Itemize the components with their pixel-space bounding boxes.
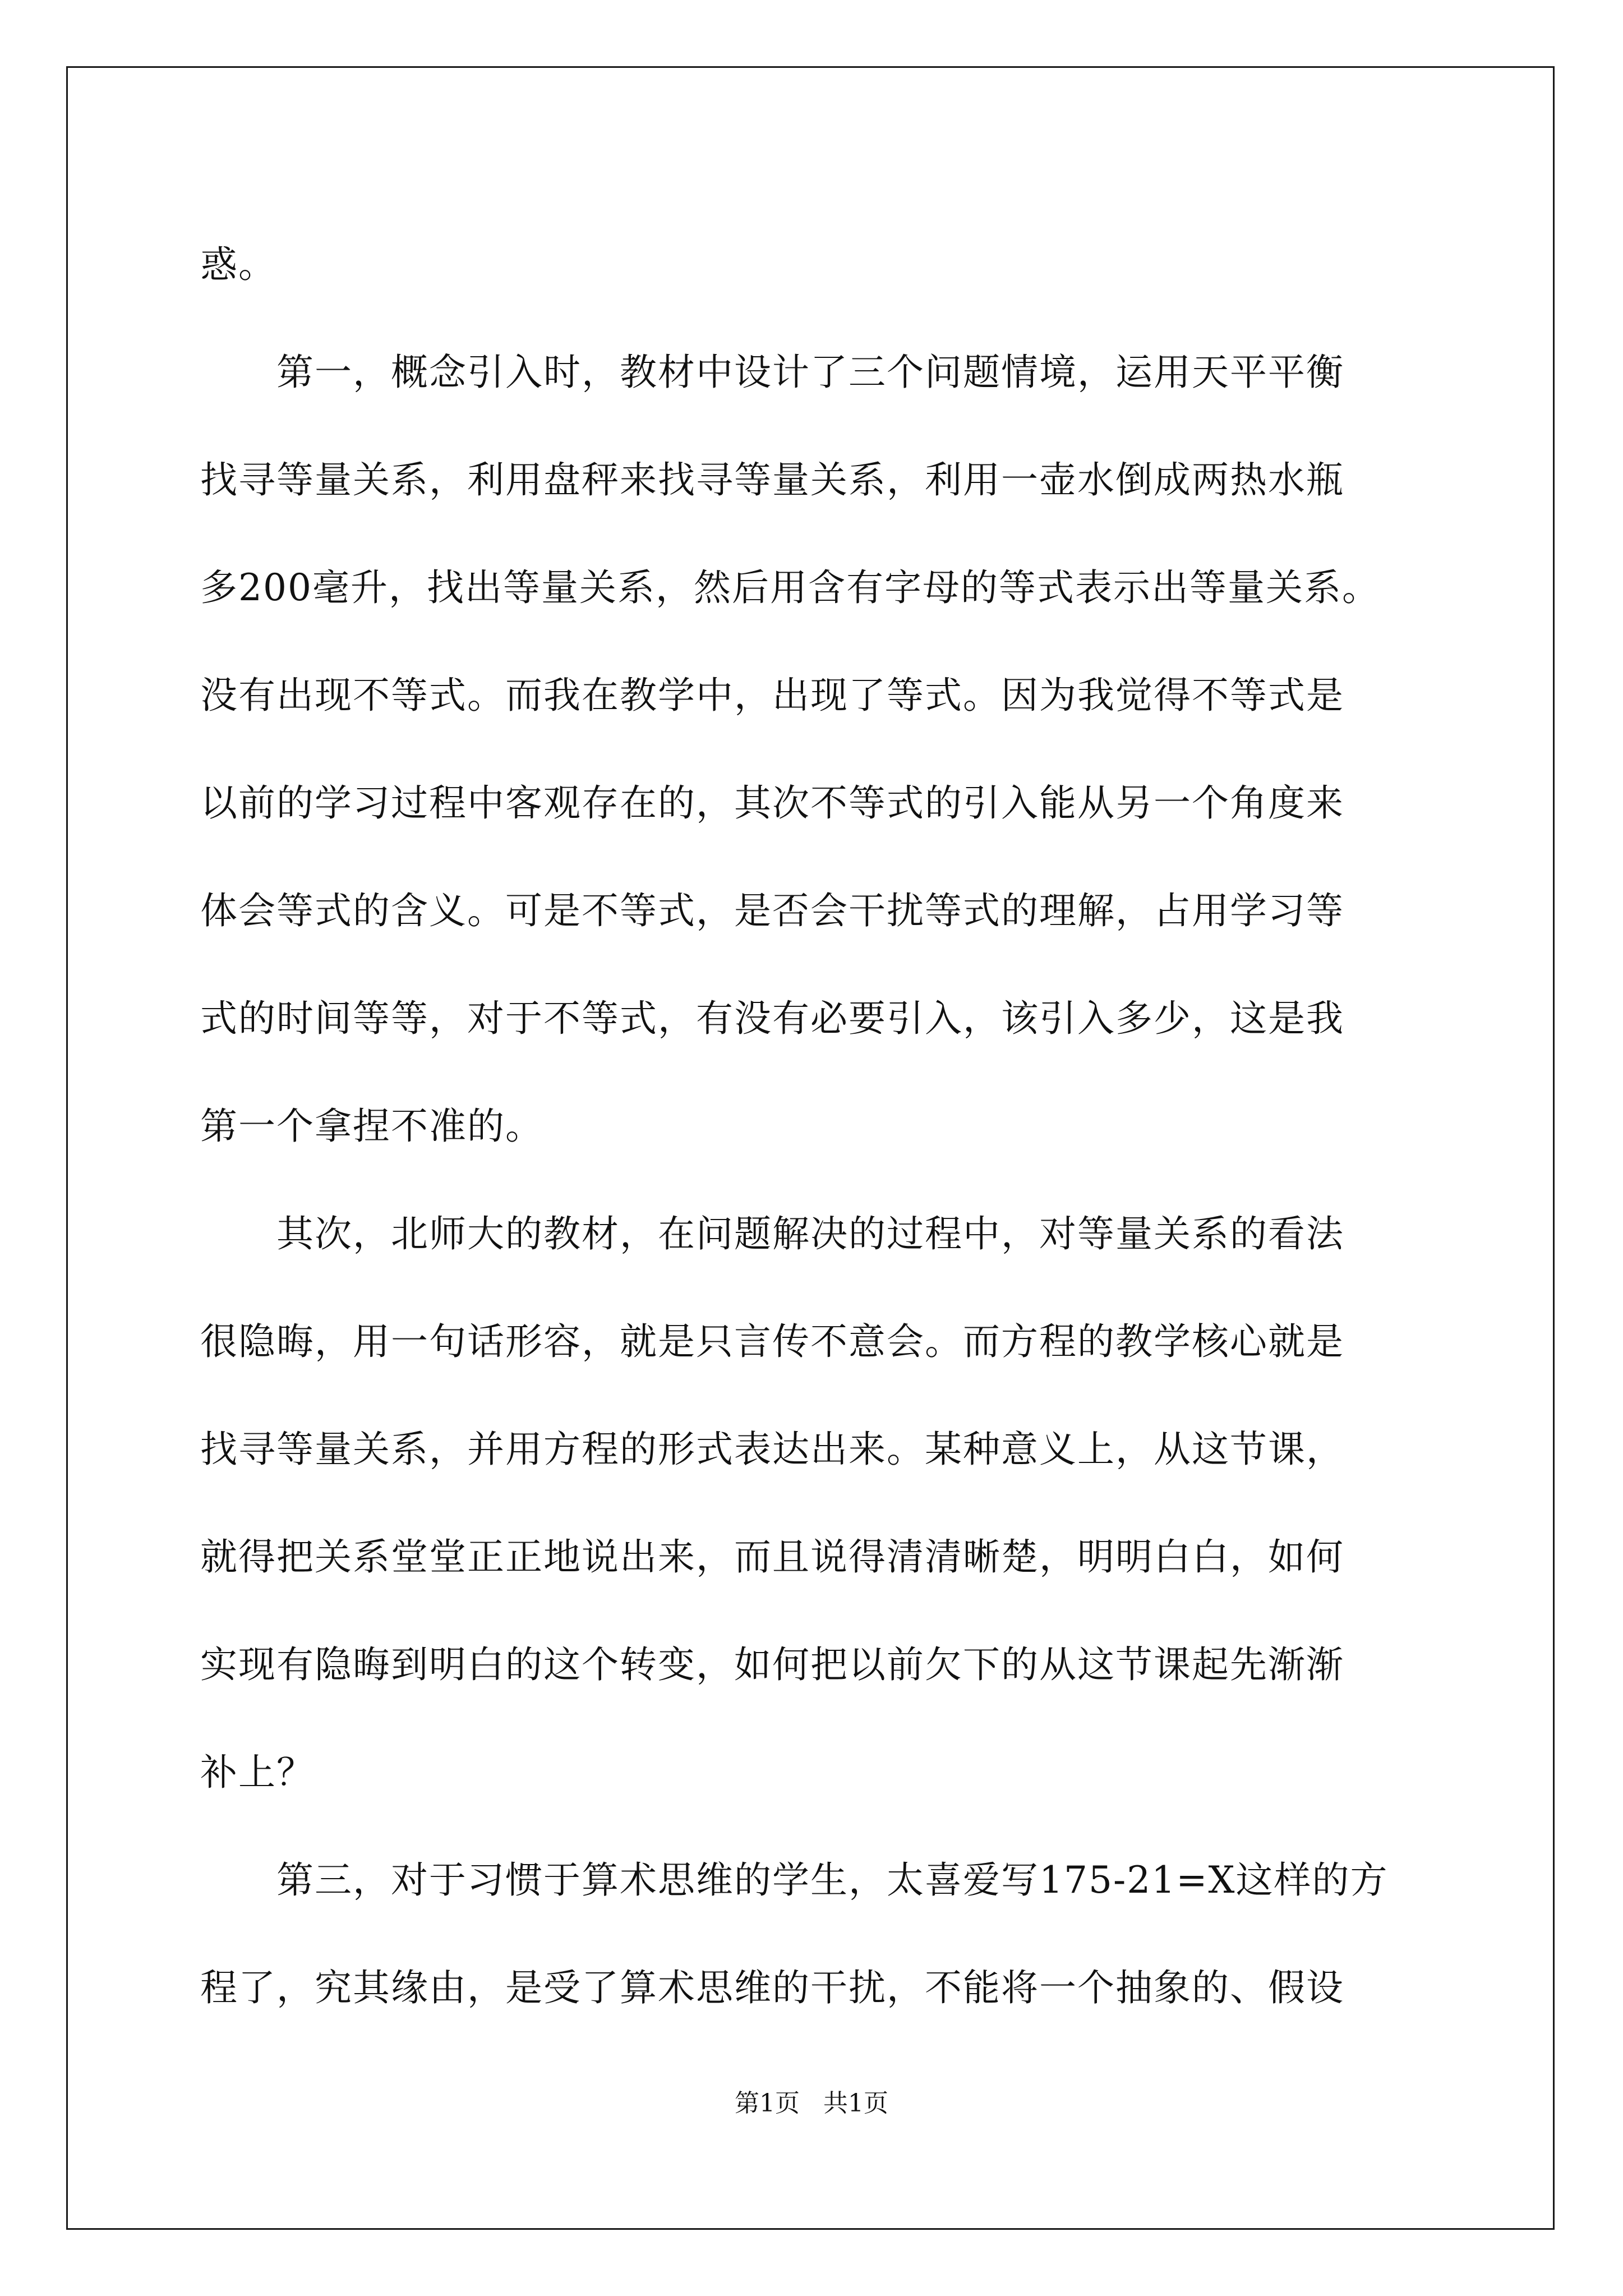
- text-line: 没有出现不等式。而我在教学中，出现了等式。因为我觉得不等式是: [200, 674, 1344, 717]
- text-line: 其次，北师大的教材，在问题解决的过程中，对等量关系的看法: [200, 1212, 1344, 1255]
- text-line: 找寻等量关系，并用方程的形式表达出来。某种意义上，从这节课，: [200, 1428, 1344, 1471]
- text-line: 很隐晦，用一句话形容，就是只言传不意会。而方程的教学核心就是: [200, 1320, 1344, 1363]
- text-line: 第三，对于习惯于算术思维的学生，太喜爱写175-21=X这样的方: [200, 1858, 1389, 1902]
- page-number: 第1页: [735, 2089, 800, 2118]
- page-footer: [0, 2087, 1623, 2120]
- text-line: 第一个拿捏不准的。: [200, 1105, 543, 1148]
- text-line: 补上？: [200, 1751, 315, 1794]
- text-line: 体会等式的含义。可是不等式，是否会干扰等式的理解，占用学习等: [200, 889, 1344, 932]
- page-total: 共1页: [823, 2089, 888, 2118]
- text-line: 找寻等量关系，利用盘秤来找寻等量关系，利用一壶水倒成两热水瓶: [200, 458, 1344, 501]
- text-line: 就得把关系堂堂正正地说出来，而且说得清清晰楚，明明白白，如何: [200, 1535, 1344, 1579]
- text-line: 多200毫升，找出等量关系，然后用含有字母的等式表示出等量关系。: [200, 566, 1380, 609]
- text-line: 惑。: [200, 243, 276, 286]
- text-line: 实现有隐晦到明白的这个转变，如何把以前欠下的从这节课起先渐渐: [200, 1643, 1344, 1686]
- text-line: 程了，究其缘由，是受了算术思维的干扰，不能将一个抽象的、假设: [200, 1966, 1344, 2009]
- text-line: 式的时间等等，对于不等式，有没有必要引入，该引入多少，这是我: [200, 997, 1344, 1040]
- text-line: 第一，概念引入时，教材中设计了三个问题情境，运用天平平衡: [200, 351, 1344, 394]
- document-body: [200, 211, 1423, 2042]
- text-line: 以前的学习过程中客观存在的，其次不等式的引入能从另一个角度来: [200, 781, 1344, 825]
